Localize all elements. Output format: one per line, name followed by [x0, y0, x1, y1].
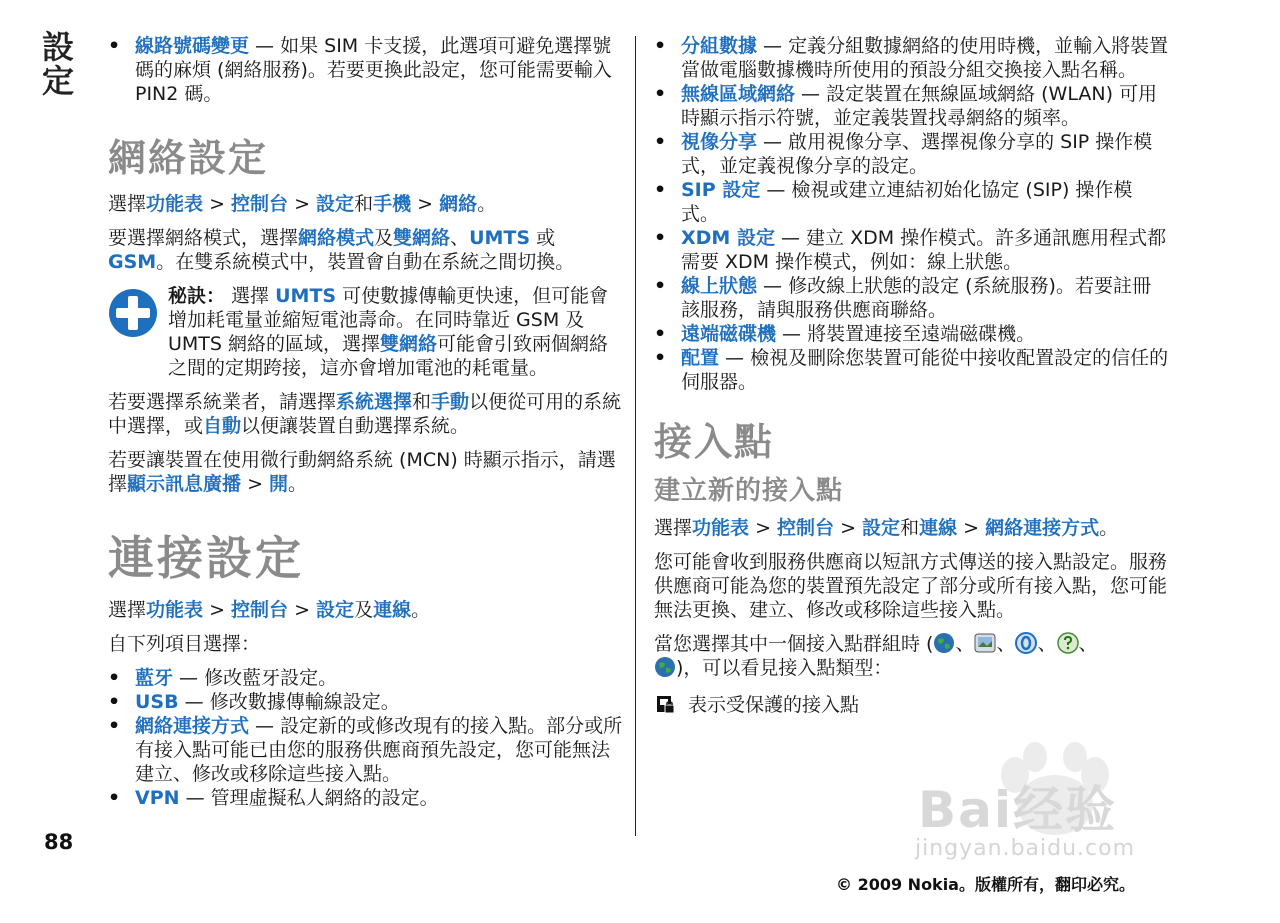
keyword: 網絡模式	[298, 227, 375, 249]
list-item	[654, 322, 1169, 346]
access-point-path	[654, 516, 1169, 540]
keyword: 系統選擇	[336, 391, 413, 413]
path-text: 和	[354, 193, 374, 215]
path-keyword: 設定	[862, 517, 901, 539]
keyword: 分組數據	[681, 35, 758, 57]
para-text: 若要選擇系統業者，請選擇	[108, 391, 337, 413]
path-separator: >	[411, 193, 440, 215]
list-item	[108, 714, 623, 786]
list-item	[654, 178, 1169, 226]
keyword: UMTS	[275, 285, 337, 307]
para-text: 以便從可用的系統中選擇，或	[108, 391, 622, 437]
keyword: 無線區域網絡	[681, 83, 796, 105]
para-text: 或	[530, 227, 556, 249]
para-text: 、	[955, 633, 975, 655]
zero-circle-icon	[1015, 632, 1037, 654]
item-text: — 修改藍牙設定。	[173, 667, 338, 689]
item-text: — 檢視及刪除您裝置可能從中接收配置設定的信任的伺服器。	[681, 347, 1169, 393]
keyword: 藍牙	[135, 667, 174, 689]
item-text: — 啟用視像分享、選擇視像分享的 SIP 操作模式，並定義視像分享的設定。	[681, 131, 1153, 177]
item-text: — 如果 SIM 卡支援，此選項可避免選擇號碼的麻煩 (網絡服務)。若要更換此設定，您可能需要輸入 PIN2 碼。	[135, 35, 612, 105]
keyword: 線路號碼變更	[135, 35, 250, 57]
keyword: 配置	[681, 347, 720, 369]
para-text: 。	[288, 473, 308, 495]
item-text: — 建立 XDM 操作模式。許多通訊應用程式都需要 XDM 操作模式，例如：線上狀態。	[681, 227, 1167, 273]
path-keyword: 設定	[316, 193, 355, 215]
question-icon	[1057, 632, 1079, 654]
path-keyword: 控制台	[231, 599, 289, 621]
keyword: 線上狀態	[681, 275, 758, 297]
settings-items-list	[654, 34, 1169, 394]
path-separator: >	[241, 473, 270, 495]
para-text: 若要讓裝置在使用微行動網絡系統 (MCN) 時顯示指示，請選擇	[108, 449, 616, 495]
network-mode-paragraph	[108, 226, 623, 274]
keyword: XDM 設定	[681, 227, 775, 249]
list-item	[654, 130, 1169, 178]
globe-icon	[654, 656, 676, 678]
path-keyword: 設定	[316, 599, 355, 621]
path-separator: >	[834, 517, 863, 539]
item-text: — 管理虛擬私人網絡的設定。	[179, 787, 439, 809]
right-column	[654, 34, 1169, 717]
tip-label: 秘訣：	[168, 285, 226, 307]
path-text: 。	[411, 599, 431, 621]
keyword: 自動	[203, 415, 242, 437]
para-text: 及	[374, 227, 394, 249]
para-text: 、	[996, 633, 1016, 655]
para-text: 。在雙系統模式中，裝置會自動在系統之間切換。	[156, 251, 575, 273]
list-item	[654, 82, 1169, 130]
lock-icon	[654, 693, 676, 715]
path-keyword: 功能表	[692, 517, 750, 539]
path-keyword: 連線	[373, 599, 412, 621]
list-item	[108, 666, 623, 690]
para-text: 、	[1037, 633, 1057, 655]
list-item	[108, 690, 623, 714]
path-text: 。	[477, 193, 497, 215]
path-text: 選擇	[108, 599, 147, 621]
item-text: — 修改線上狀態的設定 (系統服務)。若要註冊該服務，請與服務供應商聯絡。	[681, 275, 1151, 321]
watermark-brand: Bai经验	[918, 781, 1117, 839]
keyword: 開	[269, 473, 289, 495]
page-number: 88	[44, 830, 74, 854]
globe-icon	[933, 632, 955, 654]
mcn-paragraph	[108, 448, 623, 496]
tip-part: 可能會引致兩個網絡之間的定期跨接，這亦會增加電池的耗電量。	[168, 333, 609, 379]
watermark-url: jingyan.baidu.com	[915, 836, 1136, 861]
path-text: 。	[1099, 517, 1119, 539]
access-point-heading: 接入點	[654, 420, 775, 464]
list-item	[654, 346, 1169, 394]
connection-items-list	[108, 666, 623, 810]
keyword: SIP 設定	[681, 179, 761, 201]
image-message-icon	[974, 632, 996, 654]
keyword: GSM	[108, 251, 157, 273]
path-keyword: 功能表	[146, 193, 204, 215]
item-text: — 設定裝置在無線區域網絡 (WLAN) 可用時顯示指示符號，並定義裝置找尋網絡的頻率。	[681, 83, 1158, 129]
keyword: 雙網絡	[380, 333, 438, 355]
list-item	[654, 226, 1169, 274]
network-settings-heading: 網絡設定	[108, 136, 269, 180]
item-text: — 檢視或建立連結初始化協定 (SIP) 操作模式。	[681, 179, 1133, 225]
list-item	[108, 34, 623, 106]
connection-settings-heading: 連接設定	[108, 531, 304, 585]
path-text: 選擇	[108, 193, 147, 215]
keyword: 顯示訊息廣播	[127, 473, 242, 495]
path-keyword: 功能表	[146, 599, 204, 621]
para-text: 、	[1078, 633, 1098, 655]
keyword: 網絡連接方式	[135, 715, 250, 737]
path-separator: >	[957, 517, 986, 539]
tip-plus-icon	[108, 288, 158, 338]
path-keyword: 網絡	[439, 193, 478, 215]
para-text: 和	[412, 391, 432, 413]
item-text: — 將裝置連接至遠端磁碟機。	[776, 323, 1036, 345]
create-access-point-subheading: 建立新的接入點	[654, 476, 844, 506]
protected-access-point-row	[654, 690, 1169, 717]
operator-paragraph	[108, 390, 623, 438]
path-text: 和	[900, 517, 920, 539]
path-separator: >	[749, 517, 778, 539]
path-keyword: 控制台	[777, 517, 835, 539]
tip-box	[108, 284, 623, 380]
connection-settings-path	[108, 598, 623, 622]
tip-part: 選擇	[225, 285, 276, 307]
item-text: — 修改數據傳輸線設定。	[178, 691, 400, 713]
path-separator: >	[288, 599, 317, 621]
path-separator: >	[203, 193, 232, 215]
keyword: 視像分享	[681, 131, 758, 153]
keyword: USB	[135, 691, 179, 713]
para-text: 、	[450, 227, 470, 249]
copyright-notice: © 2009 Nokia。版權所有，翻印必究。	[836, 875, 1135, 894]
tip-text	[168, 284, 623, 380]
line-switch-list	[108, 34, 623, 106]
para-text: 以便讓裝置自動選擇系統。	[241, 415, 470, 437]
choose-intro: 自下列項目選擇：	[108, 633, 261, 655]
left-column	[108, 34, 623, 820]
network-settings-path	[108, 192, 623, 216]
list-item	[654, 34, 1169, 82]
path-text: 及	[354, 599, 374, 621]
chapter-side-label: 設定	[37, 30, 75, 98]
para-text: 要選擇網絡模式，選擇	[108, 227, 299, 249]
keyword: 雙網絡	[393, 227, 451, 249]
para-text: 當您選擇其中一個接入點群組時 (	[654, 633, 934, 655]
item-text: — 定義分組數據網絡的使用時機，並輸入將裝置當做電腦數據機時所使用的預設分組交換接入點名稱。	[681, 35, 1169, 81]
list-item	[654, 274, 1169, 322]
path-keyword: 網絡連接方式	[985, 517, 1100, 539]
protected-label: 表示受保護的接入點	[688, 694, 860, 716]
keyword: UMTS	[469, 227, 531, 249]
tip-part: 可使數據傳輸更快速，但可能會增加耗電量並縮短電池壽命。在同時靠近 GSM 及 UMTS 網絡的區域，選擇	[168, 285, 609, 355]
path-keyword: 連線	[919, 517, 958, 539]
path-separator: >	[203, 599, 232, 621]
path-text: 選擇	[654, 517, 693, 539]
access-point-intro-paragraph: 您可能會收到服務供應商以短訊方式傳送的接入點設定。服務供應商可能為您的裝置預先設定了部分或所有接入點，您可能無法更換、建立、修改或移除這些接入點。	[654, 551, 1168, 621]
list-item	[108, 786, 623, 810]
column-divider	[635, 36, 636, 836]
keyword: 手動	[431, 391, 470, 413]
path-separator: >	[288, 193, 317, 215]
keyword: 遠端磁碟機	[681, 323, 777, 345]
path-keyword: 控制台	[231, 193, 289, 215]
access-point-group-paragraph	[654, 632, 1169, 680]
keyword: VPN	[135, 787, 180, 809]
para-text: )，可以看見接入點類型：	[676, 657, 893, 679]
path-keyword: 手機	[373, 193, 412, 215]
item-text: — 設定新的或修改現有的接入點。部分或所有接入點可能已由您的服務供應商預先設定，您可能無法建立、修改或移除這些接入點。	[135, 715, 623, 785]
